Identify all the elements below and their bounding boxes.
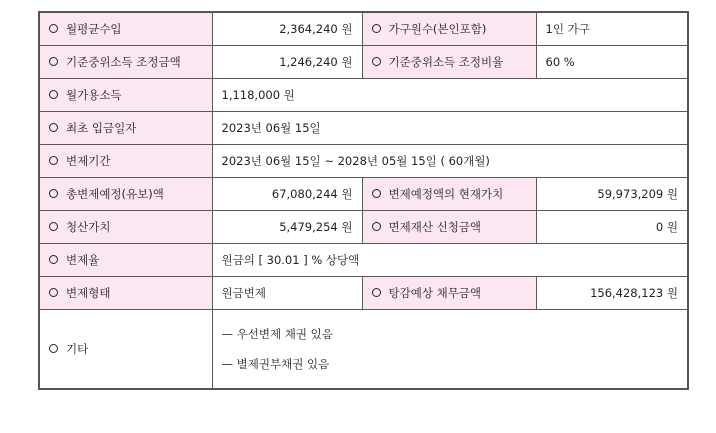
repayment-rate-label: 변제율 [66,252,100,267]
exempt-property-value: 0 원 [536,210,688,243]
exempt-property-label: 면제재산 신청금액 [388,219,482,234]
circle-bullet-icon [49,255,58,264]
repayment-summary-table [38,11,689,390]
circle-bullet-icon [372,57,381,66]
monthly-income-value: 2,364,240 원 [212,12,362,45]
repayment-period-value: 2023년 06월 15일 ~ 2028년 05월 15일 ( 60개월) [212,144,688,177]
circle-bullet-icon [49,222,58,231]
disposable-income-label: 월가용소득 [66,87,122,102]
label-cell [362,210,536,243]
expected-forgiven-debt-value: 156,428,123 원 [536,276,688,309]
circle-bullet-icon [372,222,381,231]
circle-bullet-icon [372,24,381,33]
median-income-ratio-value: 60 % [536,45,688,78]
table-row-repayment-period [39,144,688,177]
label-cell [39,144,212,177]
repayment-rate-value: 원금의 [ 30.01 ] % 상당액 [212,243,688,276]
first-deposit-date-value: 2023년 06월 15일 [212,111,688,144]
disposable-income-value: 1,118,000 원 [212,78,688,111]
label-cell [362,45,536,78]
note-secured-claim: — 별제권부채권 있음 [221,356,330,371]
total-repayment-value: 67,080,244 원 [212,177,362,210]
total-repayment-label: 총변제예정(유보)액 [66,186,164,201]
note-priority-claim: — 우선변제 채권 있음 [221,326,333,341]
label-cell [39,177,212,210]
label-cell [39,210,212,243]
table-row-other [39,309,688,389]
table-row-monthly-income [39,12,688,45]
monthly-income-label: 월평균수입 [66,21,122,36]
circle-bullet-icon [49,189,58,198]
table-row-repayment-rate [39,243,688,276]
table-row-repayment-type [39,276,688,309]
label-cell [39,12,212,45]
circle-bullet-icon [49,57,58,66]
repayment-type-label: 변제형태 [66,285,111,300]
circle-bullet-icon [49,288,58,297]
table-row-disposable-income [39,78,688,111]
liquidation-value-label: 청산가치 [66,219,111,234]
other-notes-cell [212,309,688,389]
circle-bullet-icon [49,123,58,132]
present-value-value: 59,973,209 원 [536,177,688,210]
median-income-ratio-label: 기준중위소득 조정비율 [388,54,504,69]
liquidation-value-value: 5,479,254 원 [212,210,362,243]
household-size-label: 가구원수(본인포함) [388,21,487,36]
median-income-amount-label: 기준중위소득 조정금액 [66,54,181,69]
table-row-median-income [39,45,688,78]
table-row-liquidation-value [39,210,688,243]
table-row-total-repayment [39,177,688,210]
household-size-value: 1인 가구 [536,12,688,45]
repayment-period-label: 변제기간 [66,153,111,168]
circle-bullet-icon [372,288,381,297]
median-income-amount-value: 1,246,240 원 [212,45,362,78]
label-cell [39,276,212,309]
table-row-first-deposit-date [39,111,688,144]
label-cell [362,12,536,45]
first-deposit-date-label: 최초 입금일자 [66,120,137,135]
expected-forgiven-debt-label: 탕감예상 채무금액 [388,285,482,300]
label-cell [39,111,212,144]
label-cell [362,276,536,309]
label-cell [39,45,212,78]
circle-bullet-icon [49,24,58,33]
label-cell-plain [39,309,212,389]
label-cell [39,78,212,111]
circle-bullet-icon [49,344,58,353]
label-cell [362,177,536,210]
present-value-label: 변제예정액의 현재가치 [388,186,504,201]
circle-bullet-icon [49,156,58,165]
repayment-type-value: 원금변제 [212,276,362,309]
circle-bullet-icon [49,90,58,99]
other-label: 기타 [66,341,89,356]
label-cell [39,243,212,276]
circle-bullet-icon [372,189,381,198]
